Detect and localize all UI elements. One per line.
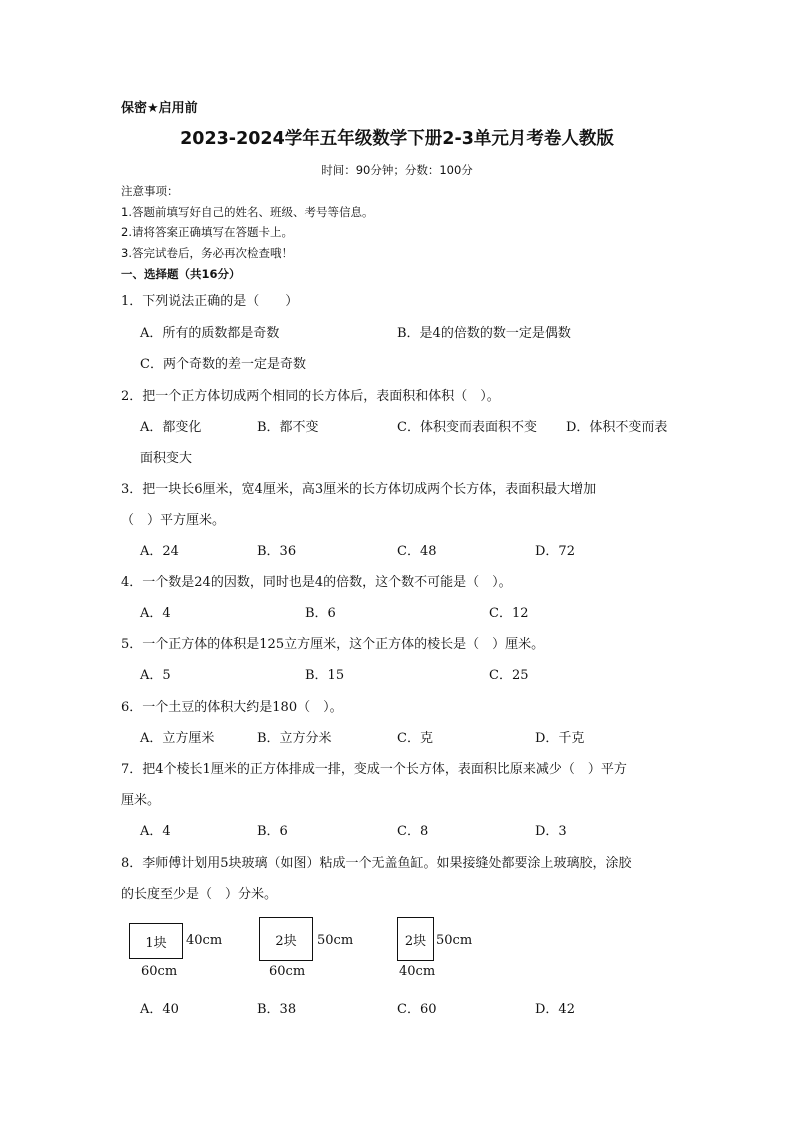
question-3-text: 3．把一块长6厘米，宽4厘米，高3厘米的长方体切成两个长方体，表面积最大增加 <box>121 482 597 497</box>
question-2-option-c: C．体积变而表面积不变 <box>397 420 537 435</box>
question-1-option-b: B．是4的倍数的数一定是偶数 <box>397 326 571 341</box>
question-7-text: 7．把4个棱长1厘米的正方体排成一排，变成一个长方体，表面积比原来减少（ ）平方 <box>121 762 627 777</box>
question-5-option-a: A．5 <box>140 668 171 683</box>
glass-piece-2-bottom: 60cm <box>269 964 306 979</box>
question-4-option-a: A．4 <box>140 606 171 621</box>
question-8-text: 8．李师傅计划用5块玻璃（如图）粘成一个无盖鱼缸。如果接缝处都要涂上玻璃胶，涂胶 <box>121 856 632 871</box>
question-6-text: 6．一个土豆的体积大约是180（ ）。 <box>121 700 343 715</box>
question-2-option-b: B．都不变 <box>257 420 319 435</box>
question-8-option-a: A．40 <box>140 1002 179 1017</box>
glass-piece-1-side: 40cm <box>186 933 223 948</box>
glass-piece-2-label: 2块 <box>275 933 297 949</box>
question-8-option-d: D．42 <box>535 1002 575 1017</box>
glass-piece-2-side: 50cm <box>317 933 354 948</box>
notes-heading: 注意事项： <box>121 184 179 198</box>
question-6-option-b: B．立方分米 <box>257 731 332 746</box>
question-7-text-cont: 厘米。 <box>121 793 161 808</box>
question-2-option-d-cont: 面积变大 <box>140 451 193 466</box>
question-7-option-c: C．8 <box>397 824 429 839</box>
glass-piece-2 <box>259 917 313 961</box>
question-4-option-b: B．6 <box>305 606 336 621</box>
question-2-text: 2．把一个正方体切成两个相同的长方体后，表面积和体积（ ）。 <box>121 389 500 404</box>
question-5-option-b: B．15 <box>305 668 345 683</box>
question-4-option-c: C．12 <box>489 606 529 621</box>
question-3-option-a: A．24 <box>140 544 179 559</box>
question-3-option-d: D．72 <box>535 544 575 559</box>
question-8-text-cont: 的长度至少是（ ）分米。 <box>121 887 278 902</box>
question-1-option-c: C．两个奇数的差一定是奇数 <box>140 357 306 372</box>
question-6-option-d: D．千克 <box>535 731 585 746</box>
note-item: 1.答题前填写好自己的姓名、班级、考号等信息。 <box>121 205 374 219</box>
question-1-text: 1．下列说法正确的是（ ） <box>121 294 299 309</box>
note-item: 2.请将答案正确填写在答题卡上。 <box>121 225 293 239</box>
section-title: 一、选择题（共16分） <box>121 267 241 281</box>
question-5-option-c: C．25 <box>489 668 529 683</box>
question-8-option-c: C．60 <box>397 1002 437 1017</box>
glass-piece-3 <box>397 917 434 961</box>
question-2-option-a: A．都变化 <box>140 420 202 435</box>
question-3-option-b: B．36 <box>257 544 297 559</box>
exam-meta: 时间：90分钟；分数：100分 <box>321 163 473 177</box>
question-3-option-c: C．48 <box>397 544 437 559</box>
question-7-option-b: B．6 <box>257 824 288 839</box>
confidential-label: 保密★启用前 <box>121 101 198 116</box>
glass-piece-3-side: 50cm <box>436 933 473 948</box>
exam-title: 2023-2024学年五年级数学下册2-3单元月考卷人教版 <box>180 129 614 149</box>
question-5-text: 5．一个正方体的体积是125立方厘米，这个正方体的棱长是（ ）厘米。 <box>121 637 545 652</box>
question-4-text: 4．一个数是24的因数，同时也是4的倍数，这个数不可能是（ ）。 <box>121 575 512 590</box>
glass-piece-1 <box>129 923 183 959</box>
glass-piece-3-bottom: 40cm <box>399 964 436 979</box>
question-3-text-cont: （ ）平方厘米。 <box>121 513 226 528</box>
question-7-option-a: A．4 <box>140 824 171 839</box>
question-8-option-b: B．38 <box>257 1002 297 1017</box>
question-6-option-c: C．克 <box>397 731 433 746</box>
question-2-option-d: D．体积不变而表 <box>566 420 668 435</box>
glass-piece-3-label: 2块 <box>404 933 427 949</box>
question-7-option-d: D．3 <box>535 824 567 839</box>
note-item: 3.答完试卷后，务必再次检查哦！ <box>121 246 293 260</box>
glass-piece-1-bottom: 60cm <box>141 964 178 979</box>
question-6-option-a: A．立方厘米 <box>140 731 215 746</box>
question-1-option-a: A．所有的质数都是奇数 <box>140 326 280 341</box>
glass-piece-1-label: 1块 <box>145 935 167 951</box>
